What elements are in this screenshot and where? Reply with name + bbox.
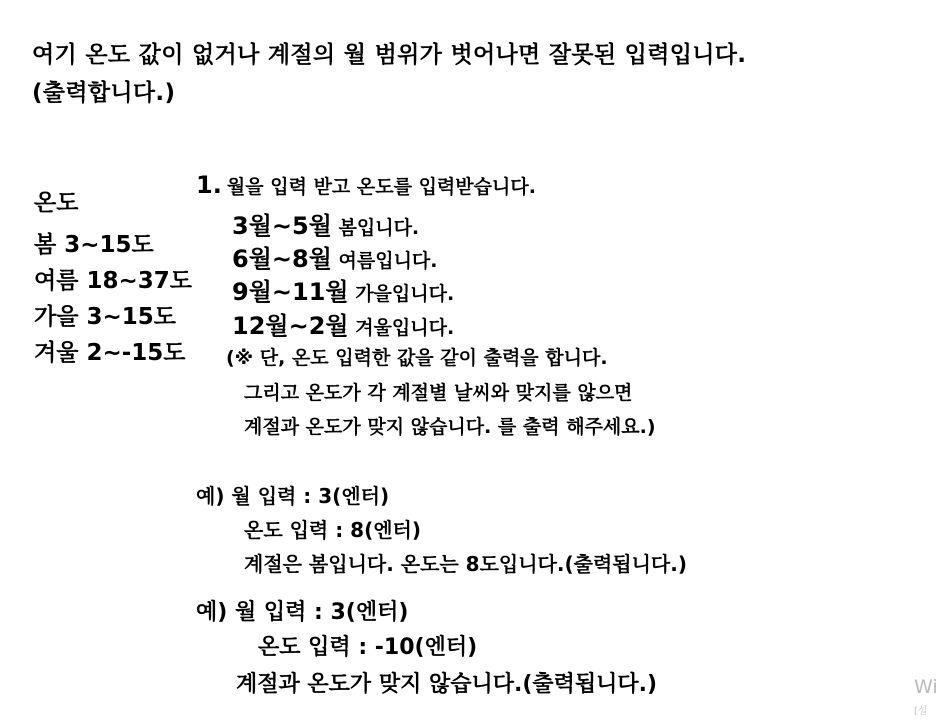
season-text: 봄입니다. — [331, 217, 420, 239]
step-number: 1. — [196, 171, 222, 199]
season-summer — [232, 239, 438, 274]
season-range: 3월~5월 — [232, 212, 332, 240]
example-2-temperature: 온도 입력 : -10(엔터) — [258, 635, 478, 660]
activation-watermark: Wi — [914, 676, 938, 698]
example-2-month: 예) 월 입력 : 3(엔터) — [196, 600, 409, 625]
step-1 — [196, 171, 536, 199]
season-range: 6월~8월 — [232, 245, 332, 273]
note-line-3: 계절과 온도가 맞지 않습니다. 를 출력 해주세요.) — [244, 416, 656, 438]
activation-watermark-subtext: [설 — [914, 706, 928, 717]
summer-range: 여름 18~37도 — [34, 268, 192, 294]
note-line-1: (※ 단, 온도 입력한 값을 같이 출력을 합니다. — [226, 347, 608, 369]
title-line-2: (출력합니다.) — [32, 80, 176, 106]
autumn-range: 가을 3~15도 — [34, 304, 176, 330]
example-1-temperature: 온도 입력 : 8(엔터) — [244, 518, 422, 542]
season-range: 12월~2월 — [232, 312, 349, 340]
winter-range: 겨울 2~-15도 — [34, 340, 186, 366]
example-2-result: 계절과 온도가 맞지 않습니다.(출력됩니다.) — [236, 672, 658, 697]
example-1-month: 예) 월 입력 : 3(엔터) — [196, 484, 390, 508]
step-text: 월을 입력 받고 온도를 입력받습니다. — [226, 176, 536, 198]
season-spring — [232, 206, 419, 241]
season-text: 가을입니다. — [348, 283, 455, 305]
spring-range: 봄 3~15도 — [34, 232, 154, 258]
season-winter — [232, 306, 454, 341]
note-line-2: 그리고 온도가 각 계절별 날씨와 맞지를 않으면 — [244, 382, 633, 404]
temperature-heading: 온도 — [34, 190, 79, 216]
season-text: 여름입니다. — [331, 250, 438, 272]
season-text: 겨울입니다. — [348, 317, 455, 339]
season-range: 9월~11월 — [232, 278, 349, 306]
title-line-1: 여기 온도 값이 없거나 계절의 월 범위가 벗어나면 잘못된 입력입니다. — [32, 42, 747, 68]
example-1-result: 계절은 봄입니다. 온도는 8도입니다.(출력됩니다.) — [244, 552, 687, 576]
season-autumn — [232, 272, 454, 307]
